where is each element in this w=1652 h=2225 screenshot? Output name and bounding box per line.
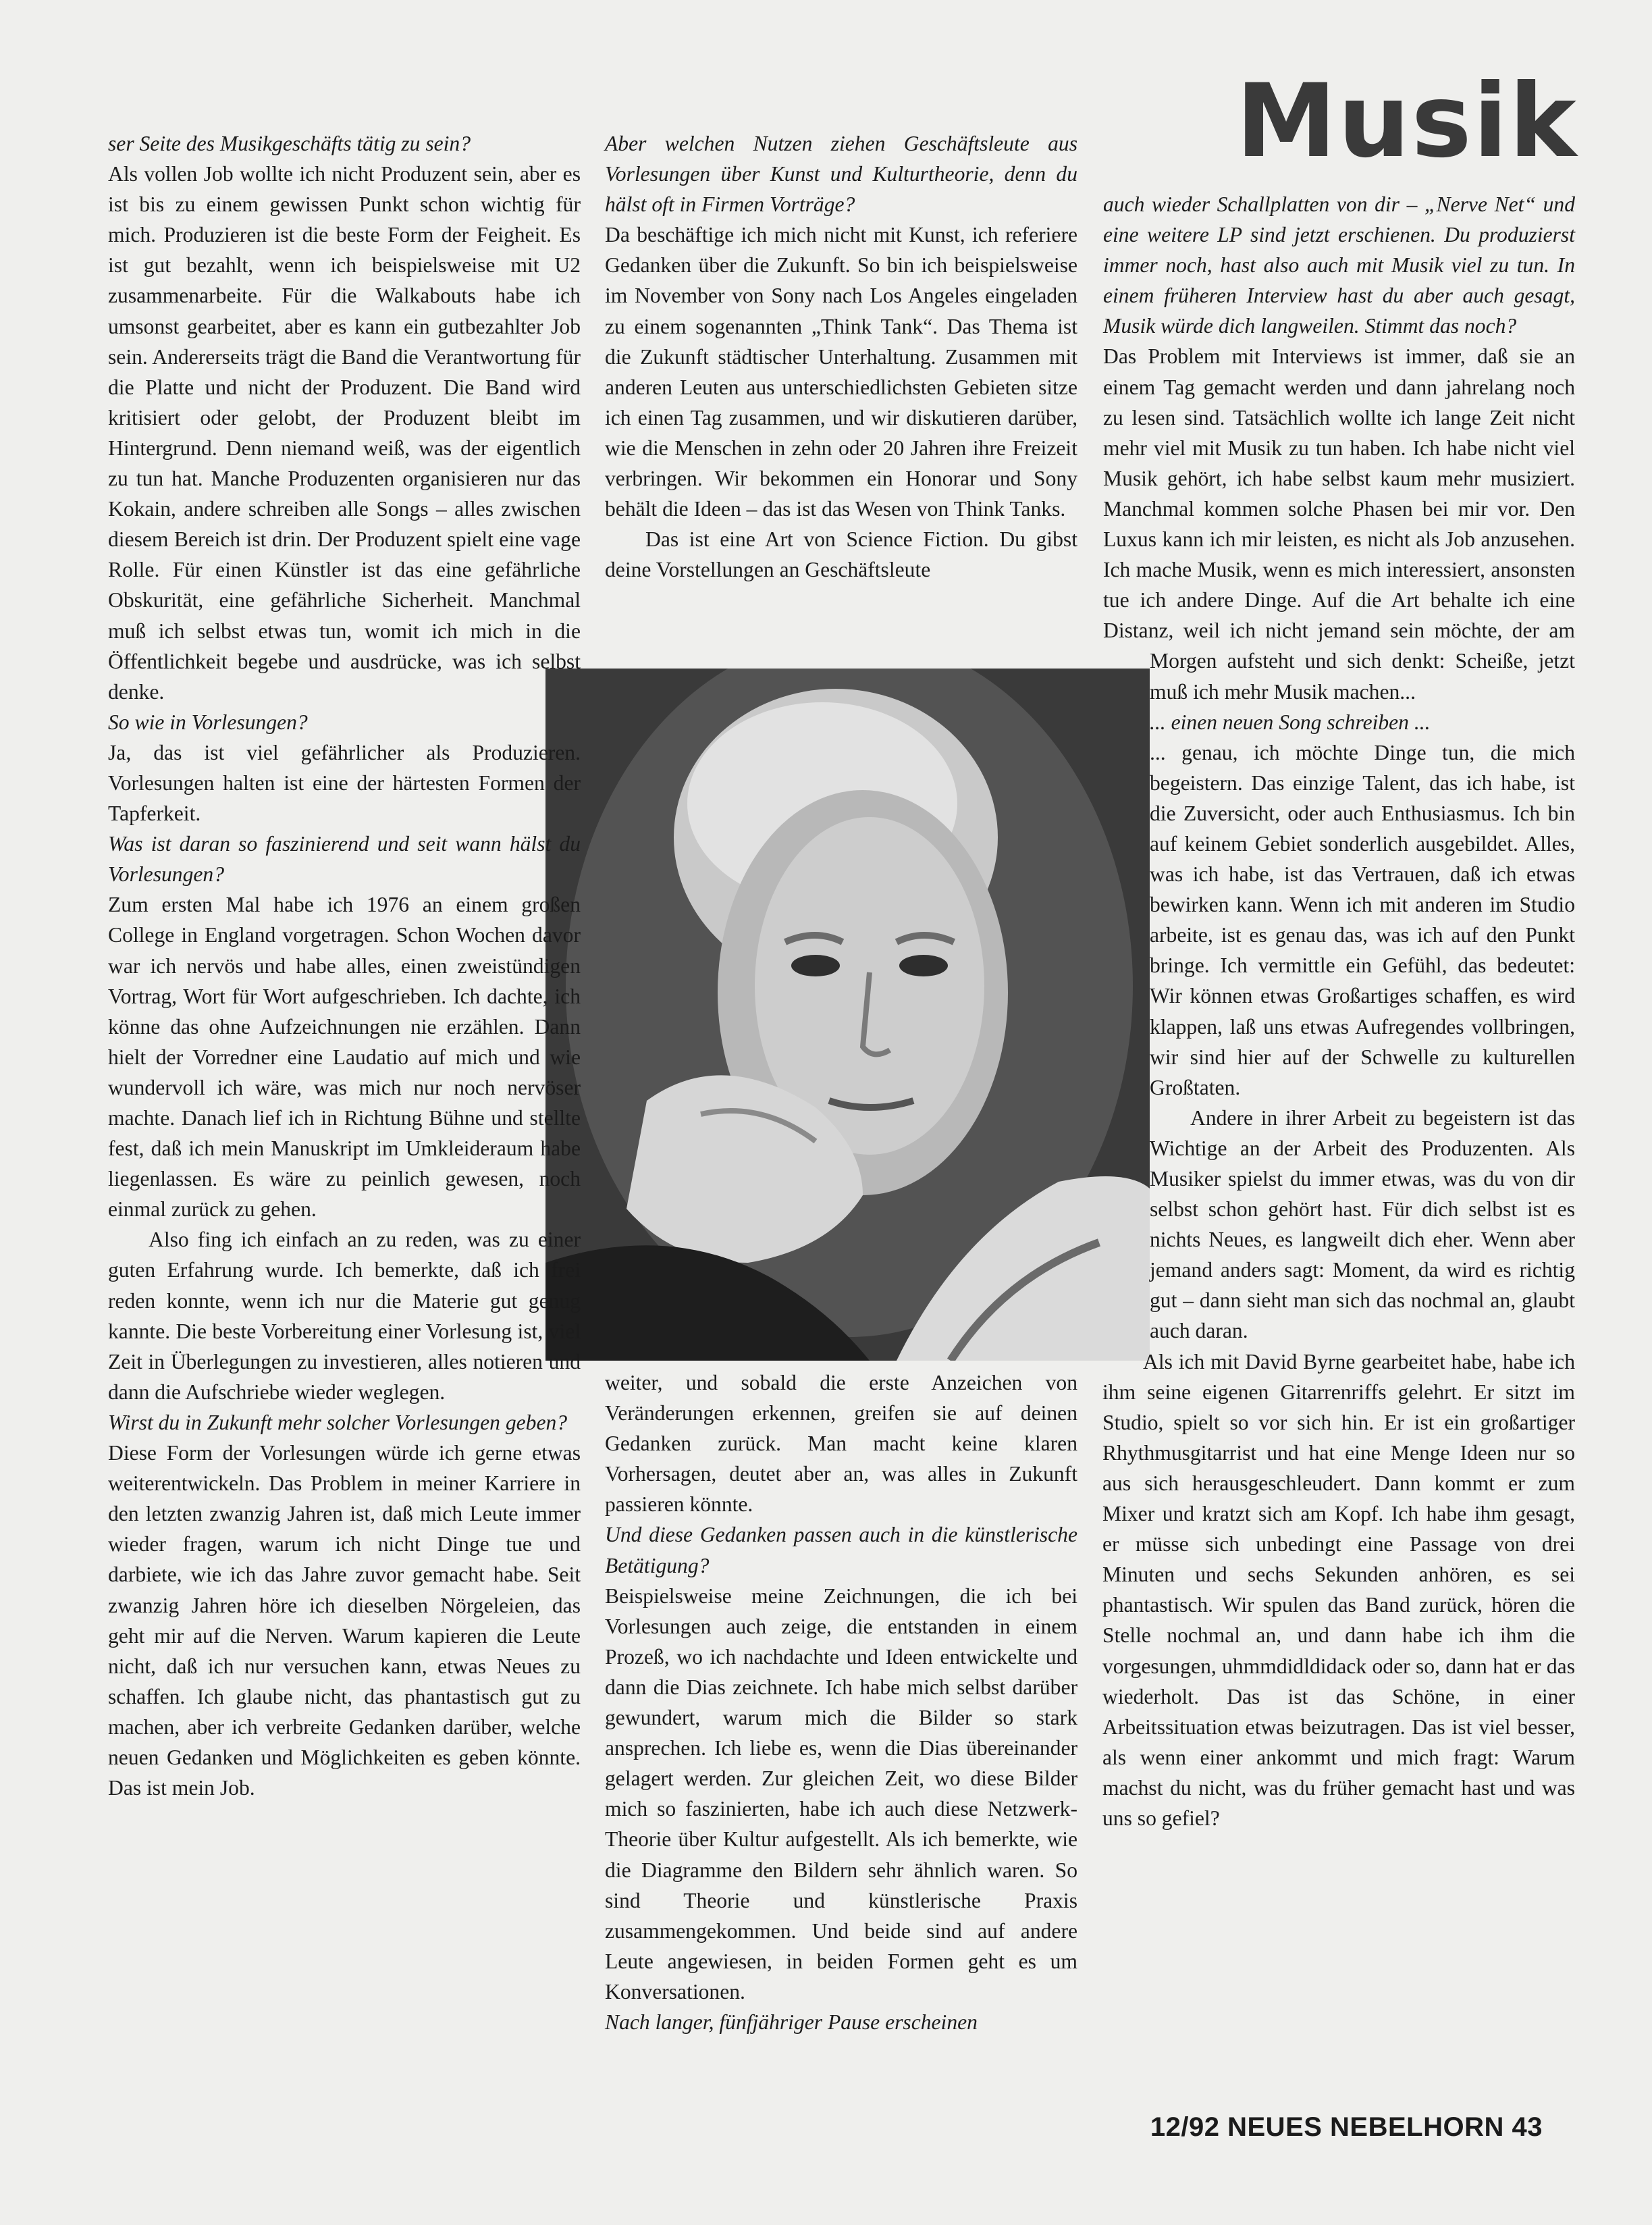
question-text: Aber welchen Nutzen ziehen Geschäftsleute aus Vorlesungen über Kunst und Kulturtheorie, denn du hälst oft in Firmen Vorträge? bbox=[605, 132, 1077, 217]
question-text: So wie in Vorlesungen? bbox=[108, 710, 308, 734]
question-text: ... einen neuen Song schreiben ... bbox=[1150, 710, 1431, 734]
answer-text: Das ist eine Art von Science Fiction. Du gibst deine Vorstellungen an Geschäftsleute bbox=[605, 527, 1077, 582]
answer-text: Zum ersten Mal habe ich 1976 an einem großen College in England vorgetragen. Schon Wochen davor war ich nervös und habe alles, einen zweistündigen Vortrag, Wort für Wort aufgeschrieben. Ich dachte, ich könne das ohne Aufzeichnungen nie erzählen. Dann hielt der Vorredner eine Laudatio auf mich und wie wundervoll ich wäre, was mich nur noch nervöser machte. Danach lief ich in Richtung Bühne und stellte fest, daß ich mein Manuskript im Umkleideraum habe liegenlassen. Es wäre zu peinlich gewesen, noch einmal zurück zu gehen. bbox=[108, 893, 581, 1222]
column-3 bbox=[1102, 189, 1575, 1833]
answer-text: Also fing ich einfach an zu reden, was zu einer guten Erfahrung wurde. Ich bemerkte, daß ich frei reden konnte, wenn ich nur die Materie gut genug kannte. Die beste Vorbereitung einer Vorlesung ist, viel Zeit in Überlegungen zu investieren, alles notieren und dann die Aufschriebe wieder weglegen. bbox=[108, 1228, 581, 1404]
question-text: Und diese Gedanken passen auch in die künstlerische Betätigung? bbox=[605, 1523, 1077, 1577]
answer-text: weiter, und sobald die erste Anzeichen von Veränderungen erkennen, greifen sie auf deinen Gedanken zurück. Man macht keine klaren Vorhersagen, deutet aber an, was alles in Zukunft passieren könnte. bbox=[605, 1371, 1077, 1517]
question-text: auch wieder Schallplatten von dir – „Nerve Net“ und eine weitere LP sind jetzt erschienen. Du produzierst immer noch, hast also auch mit Musik viel zu tun. In einem früheren Interview hast du aber auch gesagt, Musik würde dich langweilen. Stimmt das noch? bbox=[1103, 192, 1575, 338]
portrait-photo-icon bbox=[545, 669, 1150, 1361]
answer-text: Als ich mit David Byrne gearbeitet habe, habe ich ihm seine eigenen Gitarrenriffs gelehrt. Er sitzt im Studio, spielt so vor sich hin. Er ist ein großartiger Rhythmusgitarrist und hat eine Menge Ideen nur so aus sich herausgeschleudert. Dann kommt er zum Mixer und kratzt sich am Kopf. Ich habe ihm gesagt, er müsse sich unbedingt eine Passage von drei Minuten und sechs Sekunden anhören, es sei phantastisch. Wir spulen das Band zurück, hören die Stelle nochmal an, und dann habe ich ihm die vorgesungen, uhmmdidldidack oder so, dann hat er das wiederholt. Das ist das Schöne, in einer Arbeitssituation etwas beizutragen. Das ist viel besser, als wenn einer ankommt und mich fragt: Warum machst du nicht, was du früher gemacht hast und was uns so gefiel? bbox=[1102, 1349, 1575, 1830]
answer-text: Das Problem mit Interviews ist immer, daß sie an einem Tag gemacht werden und dann jahrelang noch zu lesen sind. Tatsächlich wollte ich lange Zeit nicht mehr viel mit Musik zu tun haben. Ich habe nicht viel Musik gehört, ich habe selbst kaum mehr musiziert. Manchmal kommen solche Phasen bei mir vor. Den Luxus kann ich mir leisten, es nicht als Job anzusehen. Ich mache Musik, wenn es mich interessiert, ansonsten tue ich andere Dinge. Auf die Art behalte ich eine Distanz, weil ich nicht jemand sein möchte, der am Morgen aufsteht und sich denkt: Scheiße, jetzt muß ich mehr Musik machen... bbox=[1103, 344, 1575, 704]
question-text: Nach langer, fünfjähriger Pause erscheinen bbox=[605, 2010, 978, 2034]
answer-text: Da beschäftige ich mich nicht mit Kunst, ich referiere Gedanken über die Zukunft. So bin ich beispielsweise im November von Sony nach Los Angeles eingeladen zu einem sogenannten „Think Tank“. Das Thema ist die Zukunft städtischer Unterhaltung. Zusammen mit anderen Leuten aus unterschiedlichsten Gebieten sitze ich einen Tag zusammen, und wir diskutieren darüber, wie die Menschen in zehn oder 20 Jahren ihre Freizeit verbringen. Wir bekommen ein Honorar und Sony behält die Ideen – das ist das Wesen von Think Tanks. bbox=[605, 223, 1077, 521]
column-2-top bbox=[605, 128, 1077, 585]
column-1 bbox=[108, 128, 581, 1803]
answer-text: Beispielsweise meine Zeichnungen, die ich bei Vorlesungen auch zeige, die entstanden in einem Prozeß, wo ich nachdachte und Ideen entwickelte und dann die Dias zeichnete. Ich habe mich selbst darüber gewundert, warum mich die Bilder so stark ansprechen. Ich liebe es, wenn die Dias übereinander gelagert werden. Zur gleichen Zeit, wo diese Bilder mich so faszinierten, habe ich auch diese Netzwerk-Theorie über Kultur aufgestellt. Als ich bemerkte, wie die Diagramme den Bildern sehr ähnlich waren. So sind Theorie und künstlerische Praxis zusammengekommen. Und beide sind auf andere Leute angewiesen, in beiden Formen geht es um Konversationen. bbox=[605, 1583, 1077, 2004]
question-text: ser Seite des Musikgeschäfts tätig zu sein? bbox=[108, 132, 471, 155]
question-text: Wirst du in Zukunft mehr solcher Vorlesungen geben? bbox=[108, 1410, 568, 1434]
portrait-photo bbox=[545, 669, 1150, 1361]
answer-text: Andere in ihrer Arbeit zu begeistern ist das Wichtige an der Arbeit des Produzenten. Als Musiker spielst du immer etwas, was du von dir selbst schon gehört hast. Für dich selbst ist es nichts Neues, es langweilt dich eher. Wenn aber jemand anders sagt: Moment, da wird es richtig gut – dann sieht man sich das nochmal an, glaubt auch daran. bbox=[1150, 1105, 1575, 1343]
answer-text: Ja, das ist viel gefährlicher als Produzieren. Vorlesungen halten ist eine der härtesten Formen der Tapferkeit. bbox=[108, 740, 581, 826]
section-title: Musik bbox=[1235, 63, 1578, 180]
column-2-bottom bbox=[605, 1367, 1077, 2037]
answer-text: Als vollen Job wollte ich nicht Produzent sein, aber es ist bis zu einem gewissen Punkt schon wichtig für mich. Produzieren ist die beste Form der Feigheit. Es ist gut bezahlt, wenn ich beispielsweise mit U2 zusammenarbeite. Für die Walkabouts habe ich umsonst gearbeitet, aber es kann ein gutbezahlter Job sein. Andererseits trägt die Band die Verantwortung für die Platte und nicht der Produzent. Die Band wird kritisiert oder gelobt, der Produzent bleibt im Hintergrund. Denn niemand weiß, was der eigentlich zu tun hat. Manche Produzenten organisieren nur das Kokain, andere schreiben alle Songs – alles zwischen diesem Bereich ist drin. Der Produzent spielt eine vage Rolle. Für einen Künstler ist das eine gefährliche Obskurität, eine gefährliche Sicherheit. Manchmal muß ich selbst etwas tun, womit ich mich in die Öffentlichkeit begebe und ausdrücke, was ich selbst denke. bbox=[108, 162, 581, 704]
page-footer: 12/92 NEUES NEBELHORN 43 bbox=[1150, 2112, 1543, 2142]
question-text: Was ist daran so faszinierend und seit wann hälst du Vorlesungen? bbox=[108, 832, 581, 887]
answer-text: Diese Form der Vorlesungen würde ich gerne etwas weiterentwickeln. Das Problem in meiner Karriere in den letzten zwanzig Jahren ist, daß mich Leute immer wieder fragen, warum ich nicht Dinge tue und darbiete, wie ich das Jahre zuvor gemacht habe. Seit zwanzig Jahren höre ich dieselben Nörgeleien, das geht mir auf die Nerven. Warum kapieren die Leute nicht, daß ich nur versuchen kann, etwas Neues zu schaffen. Ich glaube nicht, das phantastisch gut zu machen, aber ich verbreite Gedanken darüber, welche neuen Gedanken und Möglichkeiten es geben könnte. Das ist mein Job. bbox=[108, 1441, 581, 1800]
answer-text: ... genau, ich möchte Dinge tun, die mich begeistern. Das einzige Talent, das ich habe, ist die Zuversicht, oder auch Enthusiasmus. Ich bin auf keinem Gebiet sonderlich ausgebildet. Alles, was ich habe, ist das Vertrauen, daß ich etwas bewirken kann. Wenn ich mit anderen im Studio arbeite, ist es genau das, was ich auf den Punkt bringe. Ich vermittle ein Gefühl, das bedeutet: Wir können etwas Großartiges schaffen, es wird klappen, laß uns etwas Aufregendes vollbringen, wir sind hier auf der Schwelle zu kulturellen Großtaten. bbox=[1150, 740, 1575, 1099]
